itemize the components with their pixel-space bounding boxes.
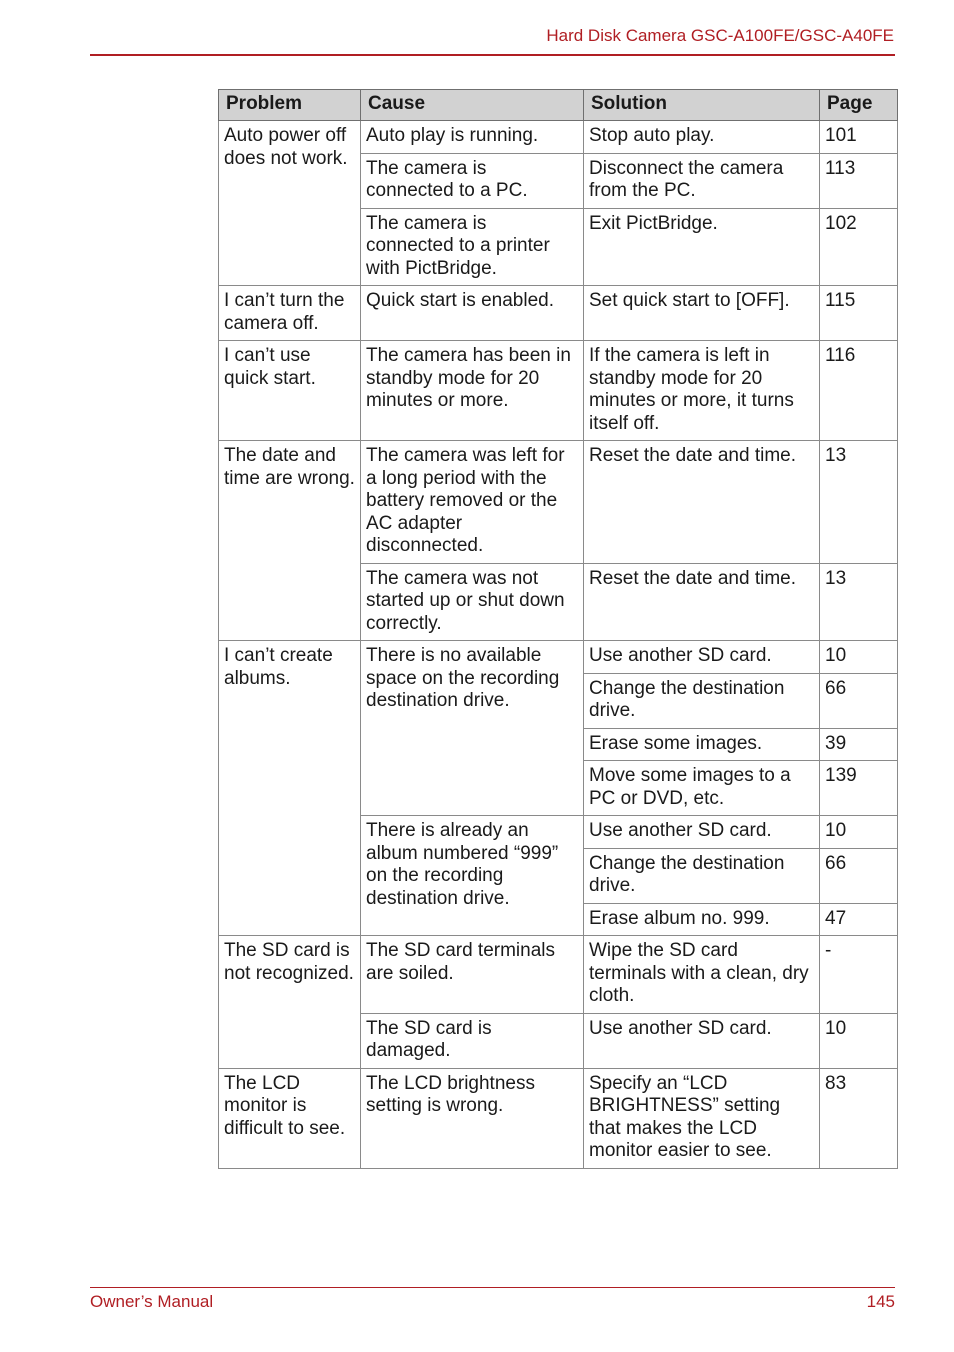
solution-cell: Use another SD card. (584, 816, 820, 849)
page-cell: 66 (820, 848, 898, 903)
cause-cell: The SD card terminals are soiled. (361, 936, 584, 1014)
cause-cell: The camera was left for a long period with the battery removed or the AC adapter disconnected. (361, 441, 584, 564)
cause-cell: The SD card is damaged. (361, 1013, 584, 1068)
page-cell: 83 (820, 1068, 898, 1168)
solution-cell: Erase some images. (584, 728, 820, 761)
page-cell: 47 (820, 903, 898, 936)
cause-cell: The camera is connected to a printer with PictBridge. (361, 208, 584, 286)
solution-cell: Erase album no. 999. (584, 903, 820, 936)
page-cell: 102 (820, 208, 898, 286)
problem-cell: The LCD monitor is difficult to see. (219, 1068, 361, 1168)
problem-cell: The SD card is not recognized. (219, 936, 361, 1069)
solution-cell: Disconnect the camera from the PC. (584, 153, 820, 208)
solution-cell: Specify an “LCD BRIGHTNESS” setting that makes the LCD monitor easier to see. (584, 1068, 820, 1168)
cause-cell: There is already an album numbered “999” on the recording destination drive. (361, 816, 584, 936)
page-cell: 39 (820, 728, 898, 761)
page-cell: 13 (820, 563, 898, 641)
column-header-solution: Solution (584, 90, 820, 121)
column-header-page: Page (820, 90, 898, 121)
page-cell: 113 (820, 153, 898, 208)
page-cell: 139 (820, 761, 898, 816)
solution-cell: Exit PictBridge. (584, 208, 820, 286)
solution-cell: Stop auto play. (584, 121, 820, 154)
cause-cell: The camera is connected to a PC. (361, 153, 584, 208)
header-rule (90, 54, 895, 56)
troubleshooting-table (218, 89, 898, 1169)
cause-cell: Auto play is running. (361, 121, 584, 154)
solution-cell: Reset the date and time. (584, 441, 820, 564)
solution-cell: Use another SD card. (584, 641, 820, 674)
page-cell: 115 (820, 286, 898, 341)
table-header-row (219, 90, 898, 121)
problem-cell: Auto power off does not work. (219, 121, 361, 286)
page-cell: 10 (820, 1013, 898, 1068)
table-row (219, 936, 898, 1014)
page-cell: 10 (820, 816, 898, 849)
table-row (219, 286, 898, 341)
solution-cell: Change the destination drive. (584, 673, 820, 728)
page-cell: 116 (820, 341, 898, 441)
page-cell: 13 (820, 441, 898, 564)
problem-cell: I can’t use quick start. (219, 341, 361, 441)
solution-cell: If the camera is left in standby mode for 20 minutes or more, it turns itself off. (584, 341, 820, 441)
page-cell: 66 (820, 673, 898, 728)
table-row (219, 341, 898, 441)
problem-cell: The date and time are wrong. (219, 441, 361, 641)
cause-cell: The LCD brightness setting is wrong. (361, 1068, 584, 1168)
solution-cell: Change the destination drive. (584, 848, 820, 903)
solution-cell: Reset the date and time. (584, 563, 820, 641)
page-cell: - (820, 936, 898, 1014)
table-row (219, 441, 898, 564)
solution-cell: Set quick start to [OFF]. (584, 286, 820, 341)
problem-cell: I can’t create albums. (219, 641, 361, 936)
column-header-problem: Problem (219, 90, 361, 121)
solution-cell: Wipe the SD card terminals with a clean, dry cloth. (584, 936, 820, 1014)
solution-cell: Use another SD card. (584, 1013, 820, 1068)
table-row (219, 121, 898, 154)
page-cell: 101 (820, 121, 898, 154)
footer-rule (90, 1287, 895, 1288)
footer-manual-title: Owner’s Manual (90, 1292, 214, 1311)
cause-cell: The camera was not started up or shut down correctly. (361, 563, 584, 641)
page-cell: 10 (820, 641, 898, 674)
column-header-cause: Cause (361, 90, 584, 121)
cause-cell: Quick start is enabled. (361, 286, 584, 341)
table-row (219, 641, 898, 674)
cause-cell: The camera has been in standby mode for 20 minutes or more. (361, 341, 584, 441)
running-header-title: Hard Disk Camera GSC-A100FE/GSC-A40FE (546, 26, 894, 45)
footer-page-number: 145 (866, 1292, 895, 1311)
solution-cell: Move some images to a PC or DVD, etc. (584, 761, 820, 816)
problem-cell: I can’t turn the camera off. (219, 286, 361, 341)
table-row (219, 1068, 898, 1168)
cause-cell: There is no available space on the recording destination drive. (361, 641, 584, 816)
